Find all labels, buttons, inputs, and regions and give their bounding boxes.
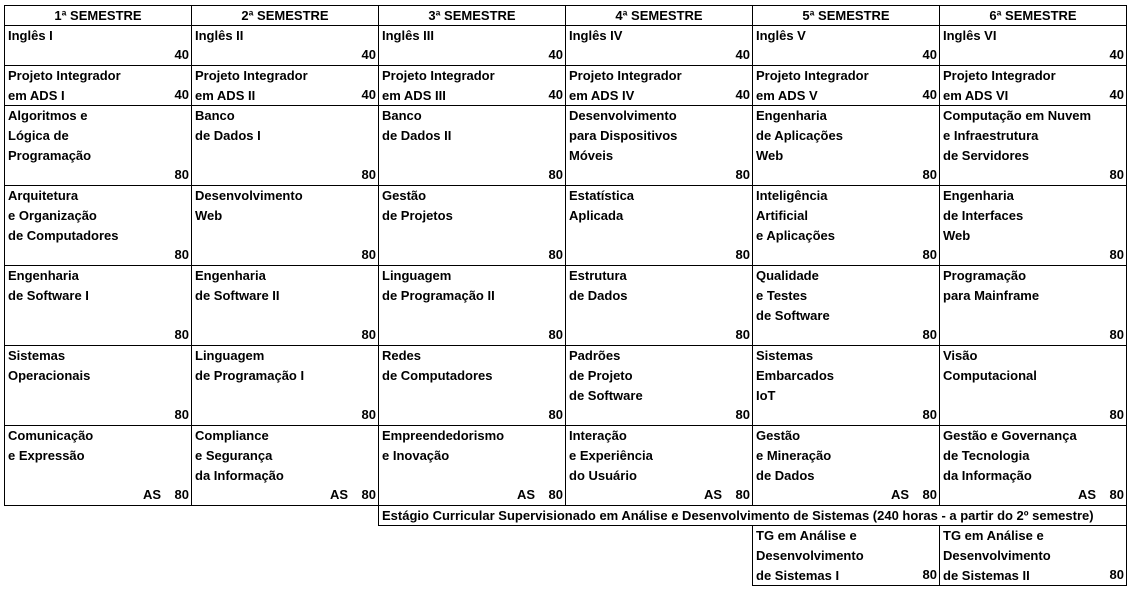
course-hours: 80: [735, 247, 750, 262]
course-cell: [752, 25, 940, 66]
course-name: Redes de Computadores: [382, 348, 493, 383]
course-hours: 80: [922, 247, 937, 262]
course-cell: [752, 345, 940, 426]
course-cell: [378, 265, 566, 346]
semester-header: 5ª SEMESTRE: [752, 5, 940, 26]
course-hours: 80: [174, 247, 189, 262]
course-cell: [191, 265, 379, 346]
course-hours: 40: [735, 87, 750, 102]
tg-cell: [752, 525, 940, 586]
course-hours: 80: [361, 487, 376, 502]
course-hours: 40: [548, 47, 563, 62]
course-hours: 80: [922, 407, 937, 422]
course-name: Gestão de Projetos: [382, 188, 453, 223]
course-hours: 40: [735, 47, 750, 62]
course-name: Linguagem de Programação I: [195, 348, 305, 383]
course-name: Algoritmos e Lógica de Programação: [8, 108, 92, 163]
course-name: Gestão e Mineração de Dados: [756, 428, 832, 483]
course-tag: AS: [329, 487, 348, 502]
course-cell: [4, 65, 192, 106]
course-cell: [4, 105, 192, 186]
course-hours: 80: [361, 167, 376, 182]
semester-header: 2ª SEMESTRE: [191, 5, 379, 26]
course-hours: 80: [548, 407, 563, 422]
course-hours: 40: [548, 87, 563, 102]
course-hours: 80: [1109, 327, 1124, 342]
course-hours: 80: [548, 327, 563, 342]
course-cell: [752, 105, 940, 186]
course-hours: 80: [922, 327, 937, 342]
course-name: Estrutura de Dados: [569, 268, 628, 303]
course-cell: [939, 425, 1127, 506]
course-name: Projeto Integrador em ADS I: [8, 68, 121, 103]
course-name: Inteligência Artificial e Aplicações: [756, 188, 836, 243]
course-cell: [191, 25, 379, 66]
course-name: Inglês VI: [943, 28, 997, 43]
course-hours: 40: [174, 47, 189, 62]
internship-row: Estágio Curricular Supervisionado em Análise e Desenvolvimento de Sistemas (240 horas - a partir do 2º semestre): [378, 505, 1127, 526]
course-name: Inglês II: [195, 28, 244, 43]
course-name: Engenharia de Aplicações Web: [756, 108, 843, 163]
course-hours: 80: [361, 407, 376, 422]
semester-header: 6ª SEMESTRE: [939, 5, 1127, 26]
tg-name: TG em Análise e Desenvolvimento de Sistemas II: [943, 528, 1051, 583]
course-cell: [191, 345, 379, 426]
course-cell: [191, 425, 379, 506]
course-tag: AS: [516, 487, 535, 502]
course-hours: 80: [361, 327, 376, 342]
course-hours: 80: [174, 167, 189, 182]
course-cell: [939, 65, 1127, 106]
course-name: Empreendedorismo e Inovação: [382, 428, 505, 463]
course-hours: 40: [174, 87, 189, 102]
course-name: Banco de Dados II: [382, 108, 452, 143]
course-cell: [378, 105, 566, 186]
tg-hours: 80: [922, 567, 937, 582]
course-tag: AS: [1077, 487, 1096, 502]
course-hours: 80: [1109, 487, 1124, 502]
course-name: Inglês I: [8, 28, 53, 43]
course-cell: [378, 25, 566, 66]
course-cell: [939, 185, 1127, 266]
course-name: Projeto Integrador em ADS V: [756, 68, 869, 103]
course-name: Engenharia de Software I: [8, 268, 89, 303]
course-cell: [565, 25, 753, 66]
course-cell: [939, 265, 1127, 346]
course-hours: 40: [922, 87, 937, 102]
course-name: Gestão e Governança de Tecnologia da Informação: [943, 428, 1077, 483]
course-cell: [565, 425, 753, 506]
course-hours: 80: [174, 487, 189, 502]
course-cell: [565, 105, 753, 186]
course-name: Engenharia de Interfaces Web: [943, 188, 1024, 243]
course-name: Qualidade e Testes de Software: [756, 268, 830, 323]
course-cell: [4, 265, 192, 346]
course-hours: 80: [1109, 167, 1124, 182]
course-cell: [4, 345, 192, 426]
course-cell: [378, 345, 566, 426]
course-hours: 80: [548, 247, 563, 262]
course-hours: 80: [548, 167, 563, 182]
course-name: Arquitetura e Organização de Computadores: [8, 188, 119, 243]
course-hours: 80: [361, 247, 376, 262]
course-cell: [565, 265, 753, 346]
course-cell: [4, 185, 192, 266]
course-cell: [565, 185, 753, 266]
course-name: Banco de Dados I: [195, 108, 261, 143]
course-hours: 80: [548, 487, 563, 502]
course-cell: [378, 65, 566, 106]
course-cell: [191, 65, 379, 106]
course-hours: 80: [735, 407, 750, 422]
course-hours: 40: [361, 87, 376, 102]
course-name: Inglês IV: [569, 28, 623, 43]
course-tag: AS: [890, 487, 909, 502]
course-name: Inglês V: [756, 28, 806, 43]
course-cell: [4, 425, 192, 506]
course-name: Desenvolvimento Web: [195, 188, 303, 223]
tg-cell: [939, 525, 1127, 586]
course-cell: [378, 185, 566, 266]
course-name: Sistemas Operacionais: [8, 348, 91, 383]
course-cell: [939, 105, 1127, 186]
course-hours: 80: [922, 167, 937, 182]
course-name: Computação em Nuvem e Infraestrutura de Servidores: [943, 108, 1092, 163]
course-name: Interação e Experiência do Usuário: [569, 428, 653, 483]
course-name: Estatística Aplicada: [569, 188, 635, 223]
course-hours: 80: [735, 167, 750, 182]
course-name: Programação para Mainframe: [943, 268, 1040, 303]
course-cell: [4, 25, 192, 66]
course-hours: 40: [922, 47, 937, 62]
course-tag: AS: [142, 487, 161, 502]
course-name: Projeto Integrador em ADS IV: [569, 68, 682, 103]
semester-header: 3ª SEMESTRE: [378, 5, 566, 26]
course-name: Visão Computacional: [943, 348, 1037, 383]
course-name: Projeto Integrador em ADS III: [382, 68, 495, 103]
course-cell: [752, 65, 940, 106]
course-hours: 80: [174, 327, 189, 342]
semester-header: 4ª SEMESTRE: [565, 5, 753, 26]
tg-hours: 80: [1109, 567, 1124, 582]
course-cell: [378, 425, 566, 506]
course-cell: [752, 425, 940, 506]
course-name: Projeto Integrador em ADS VI: [943, 68, 1056, 103]
course-name: Inglês III: [382, 28, 435, 43]
course-name: Comunicação e Expressão: [8, 428, 94, 463]
course-hours: 40: [1109, 87, 1124, 102]
course-hours: 80: [922, 487, 937, 502]
course-name: Padrões de Projeto de Software: [569, 348, 643, 403]
course-cell: [939, 25, 1127, 66]
course-tag: AS: [703, 487, 722, 502]
course-hours: 80: [174, 407, 189, 422]
course-hours: 40: [1109, 47, 1124, 62]
course-cell: [191, 105, 379, 186]
course-name: Engenharia de Software II: [195, 268, 280, 303]
course-hours: 80: [1109, 407, 1124, 422]
course-cell: [752, 185, 940, 266]
course-name: Sistemas Embarcados IoT: [756, 348, 835, 403]
course-name: Projeto Integrador em ADS II: [195, 68, 308, 103]
course-cell: [191, 185, 379, 266]
course-cell: [752, 265, 940, 346]
course-cell: [939, 345, 1127, 426]
course-hours: 80: [735, 487, 750, 502]
course-cell: [565, 345, 753, 426]
course-name: Linguagem de Programação II: [382, 268, 495, 303]
course-cell: [565, 65, 753, 106]
tg-name: TG em Análise e Desenvolvimento de Sistemas I: [756, 528, 864, 583]
course-hours: 40: [361, 47, 376, 62]
semester-header: 1ª SEMESTRE: [4, 5, 192, 26]
course-hours: 80: [1109, 247, 1124, 262]
course-name: Desenvolvimento para Dispositivos Móveis: [569, 108, 678, 163]
course-hours: 80: [735, 327, 750, 342]
course-name: Compliance e Segurança da Informação: [195, 428, 284, 483]
